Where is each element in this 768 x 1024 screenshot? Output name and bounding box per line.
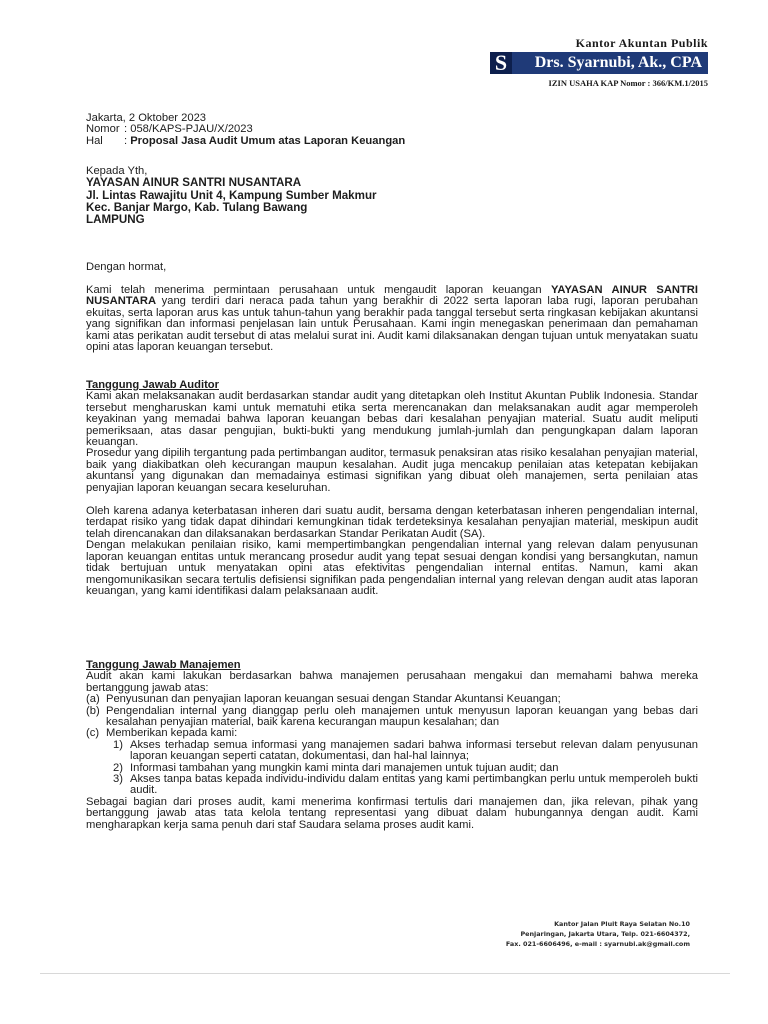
footer-line-3: Fax. 021-6606496, e-mail : syarnubi.ak@gmail.com <box>505 940 690 948</box>
auditor-section <box>86 380 698 597</box>
auditor-paragraph-3: Oleh karena adanya keterbatasan inheren dari suatu audit, bersama dengan keterbatasan inheren pengendalian internal, terdapat risiko yang tidak dapat dihindari kemungkinan tidak terdeteksinya kesalahan penyajian material, meskipun audit telah direncanakan dan dilaksanakan berdasarkan Standar Perikatan Audit (SA). <box>86 505 698 540</box>
auditor-heading: Tanggung Jawab Auditor <box>86 379 219 391</box>
recipient-block <box>86 166 698 226</box>
recipient-address-2: Kec. Banjar Margo, Kab. Tulang Bawang <box>86 200 308 214</box>
recipient-address-3: LAMPUNG <box>86 213 145 227</box>
place-date: Jakarta, 2 Oktober 2023 <box>86 112 207 124</box>
meta-hal-colon: : <box>124 134 131 147</box>
sub-list-item-mark: 2) <box>113 761 123 774</box>
list-item-text: Pengendalian internal yang dianggap perlu oleh manajemen untuk menyusun laporan keuangan yang bebas dari kesalahan penyajian material, baik karena kecurangan maupun kesalahan; dan <box>106 704 698 729</box>
intro-paragraph <box>86 285 698 353</box>
auditor-paragraph-1: Kami akan melaksanakan audit berdasarkan standar audit yang ditetapkan oleh Institut Akuntan Publik Indonesia. Standar tersebut mengharuskan kami untuk mematuhi etika serta merencanakan dan melaksanakan audit agar memperoleh keyakinan yang memadai bahwa laporan keuangan bebas dari kesalahan penyajian material. Suatu audit meliputi pemeriksaan, atas dasar pengujian, bukti-bukti yang mendukung jumlah-jumlah dan pengungkapan dalam laporan keuangan. <box>86 390 698 449</box>
sub-list-item-text: Informasi tambahan yang mungkin kami minta dari manajemen untuk tujuan audit; dan <box>130 761 559 774</box>
list-item <box>86 694 698 705</box>
letter-meta <box>86 113 698 147</box>
letterhead-name-bar <box>490 52 708 74</box>
intro-text-before: Kami telah menerima permintaan perusahaan untuk mengaudit laporan keuangan <box>86 284 551 296</box>
sub-list-item-mark: 1) <box>113 738 123 751</box>
recipient-name: YAYASAN AINUR SANTRI NUSANTARA <box>86 176 302 190</box>
meta-nomor-value: : 058/KAPS-PJAU/X/2023 <box>124 123 253 136</box>
footer-line-1: Kantor Jalan Pluit Raya Selatan No.10 <box>554 920 690 928</box>
footer-line-2: Penjaringan, Jakarta Utara, Telp. 021-6604372, <box>520 930 690 938</box>
auditor-paragraph-2: Prosedur yang dipilih tergantung pada pertimbangan auditor, termasuk penaksiran atas risiko kesalahan penyajian material, baik yang diakibatkan oleh kecurangan maupun kesalahan. Audit juga mencakup penilaian atas ketepatan kebijakan akuntansi yang digunakan dan memadainya estimasi signifikan yang dibuat oleh manajemen, serta penilaian atas penyajian laporan keuangan secara keseluruhan. <box>86 447 698 494</box>
intro-text-after: yang terdiri dari neraca pada tahun yang berakhir di 2022 serta laporan laba rugi, laporan perubahan ekuitas, serta laporan arus kas untuk tahun-tahun yang berakhir pada tanggal tersebut serta ringkasan kebijakan akuntansi yang signifikan dan informasi penjelasan lain untuk Perusahaan. Kami ingin menegaskan penerimaan dan pemahaman kami atas perikatan audit tersebut di atas melalui surat ini. Audit kami dilaksanakan dengan tujuan untuk menyatakan suatu opini atas laporan keuangan tersebut. <box>86 295 698 354</box>
management-closing: Sebagai bagian dari proses audit, kami menerima konfirmasi tertulis dari manajemen dan, jika relevan, pihak yang bertanggung jawab atas tata kelola tentang representasi yang dibuat dalam hubungannya dengan audit. Kami mengharapkan kerja sama penuh dari staf Saudara selama proses audit kami. <box>86 795 698 831</box>
meta-subject: Proposal Jasa Audit Umum atas Laporan Keuangan <box>130 134 406 147</box>
list-item-mark: (a) <box>86 693 100 706</box>
list-item-mark: (b) <box>86 704 100 717</box>
list-item <box>86 706 698 729</box>
meta-hal <box>86 136 698 147</box>
meta-hal-key: Hal <box>86 134 103 147</box>
management-section <box>86 660 698 831</box>
sub-list-item-text: Akses tanpa batas kepada individu-individu dalam entitas yang kami pertimbangkan perlu untuk memperoleh bukti audit. <box>130 773 698 797</box>
management-heading: Tanggung Jawab Manajemen <box>86 659 241 671</box>
list-item-text: Penyusunan dan penyajian laporan keuangan sesuai dengan Standar Akuntansi Keuangan; <box>106 693 561 706</box>
intro-entity-name: YAYASAN AINUR SANTRI NUSANTARA <box>86 284 698 308</box>
meta-nomor-key: Nomor <box>86 123 120 136</box>
letterhead-license: IZIN USAHA KAP Nomor : 366/KM.1/2015 <box>548 78 708 88</box>
footer-divider <box>40 973 730 974</box>
sub-list-item <box>106 774 698 797</box>
management-intro: Audit akan kami lakukan berdasarkan bahwa manajemen perusahaan mengakui dan memahami bahwa mereka bertanggung jawab atas: <box>86 670 698 694</box>
list-item-text: Memberikan kepada kami: <box>106 727 238 740</box>
sub-list-item-text: Akses terhadap semua informasi yang manajemen sadari bahwa informasi tersebut relevan dalam penyusunan laporan keuangan seperti catatan, dokumentasi, dan hal-hal lainnya; <box>130 738 698 763</box>
list-item-mark: (c) <box>86 727 100 740</box>
footer-address <box>470 919 690 949</box>
recipient-greeting: Kepada Yth, <box>86 165 148 177</box>
sub-list-item <box>106 740 698 763</box>
salutation: Dengan hormat, <box>86 261 167 273</box>
letterhead-firm-type: Kantor Akuntan Publik <box>575 36 708 50</box>
recipient-address-1: Jl. Lintas Rawajitu Unit 4, Kampung Sumber Makmur <box>86 188 377 202</box>
letterhead-firm-name: Drs. Syarnubi, Ak., CPA <box>534 54 702 71</box>
auditor-paragraph-4: Dengan melakukan penilaian risiko, kami mempertimbangkan pengendalian internal yang relevan dalam penyusunan laporan keuangan entitas untuk merancang prosedur audit yang tepat sesuai dengan kondisi yang bersangkutan, namun tidak bertujuan untuk menyatakan opini atas efektivitas pengendalian internal entitas. Namun, kami akan mengomunikasikan secara tertulis defisiensi signifikan pada pengendalian internal yang relevan dengan audit atas laporan keuangan, yang kami identifikasi dalam pelaksanaan audit. <box>86 539 698 597</box>
sub-list-item-mark: 3) <box>113 773 123 786</box>
firm-logo-icon: S <box>490 52 512 74</box>
